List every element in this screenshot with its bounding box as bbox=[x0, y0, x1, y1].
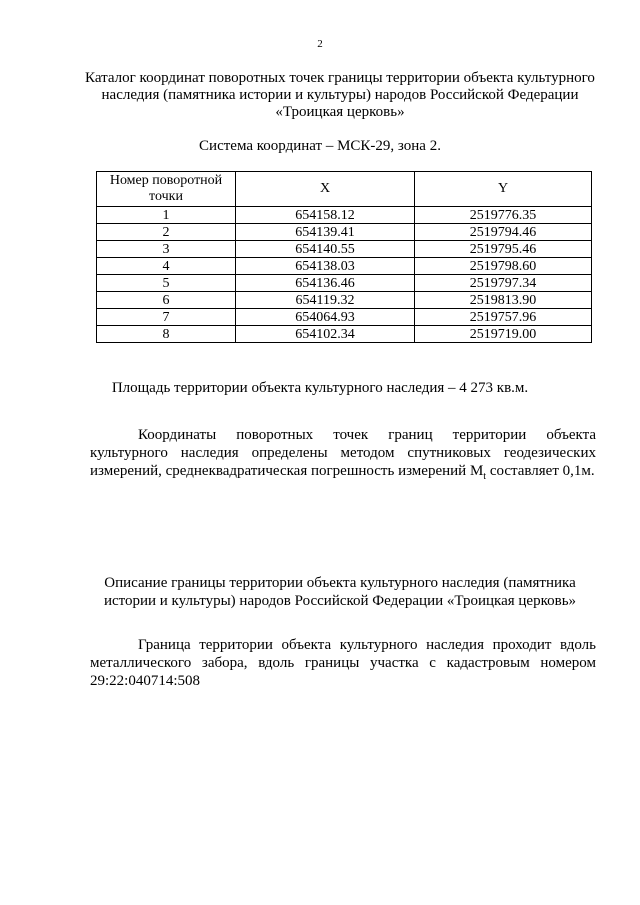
area-statement: Площадь территории объекта культурного наследия – 4 273 кв.м. bbox=[111, 380, 529, 396]
table-row bbox=[97, 207, 592, 224]
point-number: 6 bbox=[97, 292, 236, 309]
page-number: 2 bbox=[317, 38, 323, 50]
catalog-title: Каталог координат поворотных точек границы территории объекта культурного наследия (памятника истории и культуры) народов Российской Федерации «Троицкая церковь» bbox=[85, 70, 595, 120]
table-row bbox=[97, 224, 592, 241]
table-header-row bbox=[97, 172, 592, 207]
table-row bbox=[97, 326, 592, 343]
y-value: 2519794.46 bbox=[415, 224, 592, 241]
coordinate-system-label: Система координат – МСК-29, зона 2. bbox=[199, 138, 441, 154]
accuracy-text: Координаты поворотных точек границ территории объекта культурного наследия определены методом спутниковых геодезических измерений, среднеквадратическая погрешность измерений M bbox=[90, 427, 596, 479]
y-value: 2519776.35 bbox=[415, 207, 592, 224]
x-value: 654102.34 bbox=[236, 326, 415, 343]
x-value: 654138.03 bbox=[236, 258, 415, 275]
table-row bbox=[97, 241, 592, 258]
y-value: 2519813.90 bbox=[415, 292, 592, 309]
x-value: 654139.41 bbox=[236, 224, 415, 241]
header-y: Y bbox=[415, 172, 592, 207]
point-number: 3 bbox=[97, 241, 236, 258]
header-point-number: Номер поворотной точки bbox=[97, 172, 236, 207]
point-number: 8 bbox=[97, 326, 236, 343]
accuracy-paragraph bbox=[90, 426, 596, 486]
accuracy-text-end: составляет 0,1м. bbox=[486, 463, 595, 479]
x-value: 654136.46 bbox=[236, 275, 415, 292]
x-value: 654119.32 bbox=[236, 292, 415, 309]
y-value: 2519757.96 bbox=[415, 309, 592, 326]
coordinates-table bbox=[96, 171, 592, 343]
table-row bbox=[97, 309, 592, 326]
x-value: 654064.93 bbox=[236, 309, 415, 326]
y-value: 2519719.00 bbox=[415, 326, 592, 343]
header-x: X bbox=[236, 172, 415, 207]
x-value: 654140.55 bbox=[236, 241, 415, 258]
point-number: 4 bbox=[97, 258, 236, 275]
point-number: 1 bbox=[97, 207, 236, 224]
point-number: 2 bbox=[97, 224, 236, 241]
y-value: 2519798.60 bbox=[415, 258, 592, 275]
point-number: 5 bbox=[97, 275, 236, 292]
boundary-section-title: Описание границы территории объекта культурного наследия (памятника истории и культуры) народов Российской Федерации «Троицкая церковь» bbox=[103, 575, 577, 609]
y-value: 2519795.46 bbox=[415, 241, 592, 258]
y-value: 2519797.34 bbox=[415, 275, 592, 292]
x-value: 654158.12 bbox=[236, 207, 415, 224]
table-row bbox=[97, 292, 592, 309]
boundary-paragraph: Граница территории объекта культурного наследия проходит вдоль металлического забора, вдоль границы участка с кадастровым номером 29:22:040714:508 bbox=[90, 637, 596, 689]
table-row bbox=[97, 275, 592, 292]
point-number: 7 bbox=[97, 309, 236, 326]
accuracy-subscript: t bbox=[483, 471, 487, 482]
table-row bbox=[97, 258, 592, 275]
